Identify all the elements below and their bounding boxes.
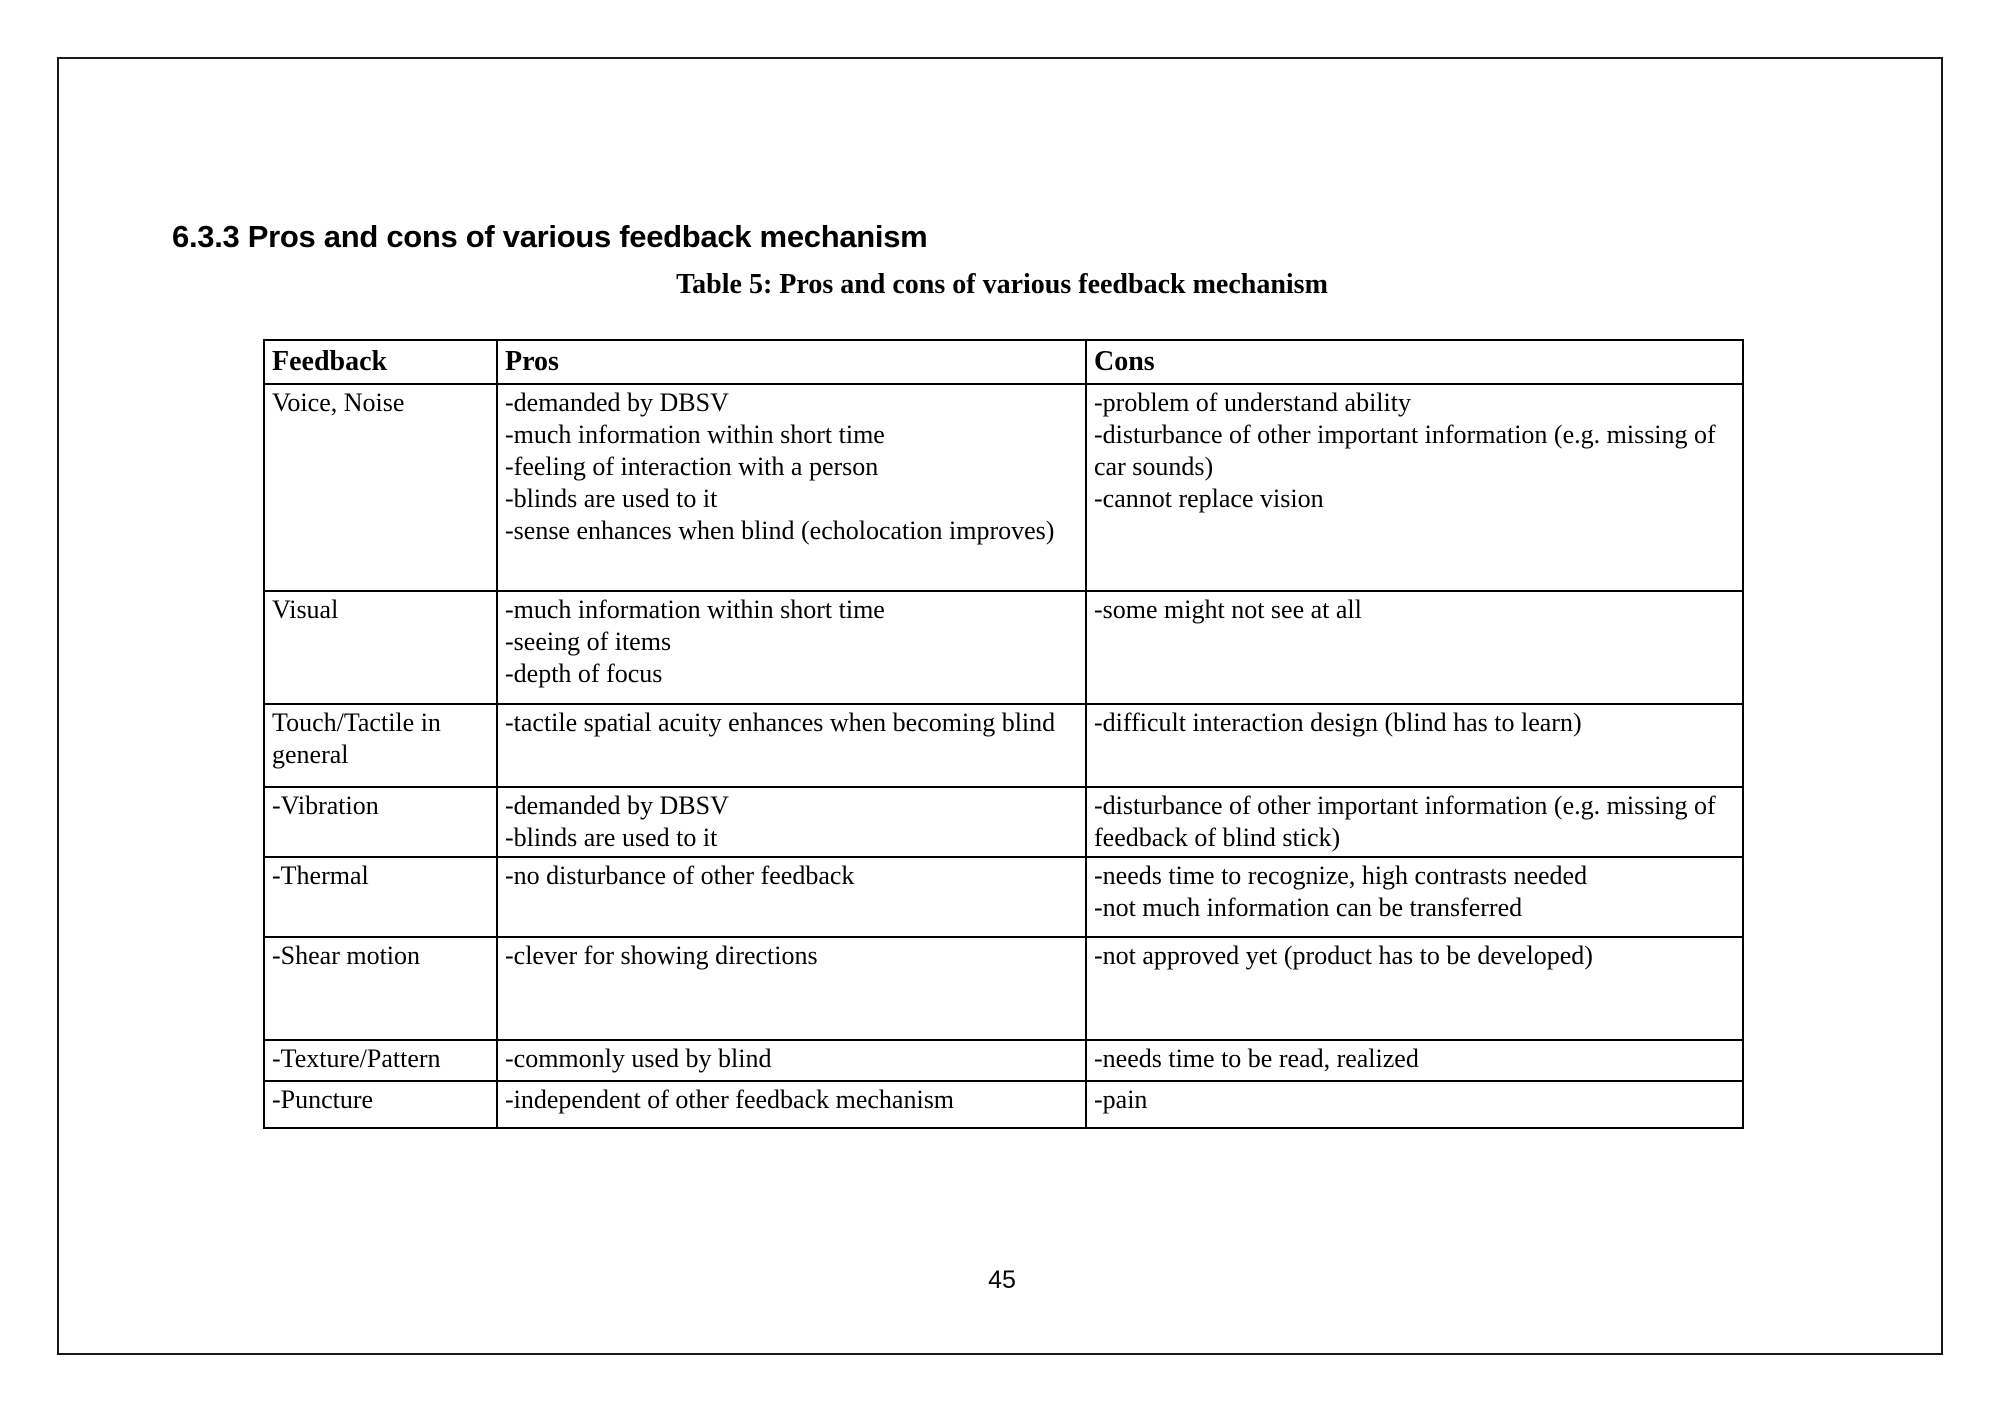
list-item: -cannot replace vision: [1094, 484, 1324, 513]
table-row: [264, 704, 1743, 787]
feedback-table-header: [264, 340, 1743, 384]
pros-cell: [497, 1040, 1086, 1081]
feedback-cell: -Thermal: [264, 857, 497, 937]
section-heading: 6.3.3 Pros and cons of various feedback mechanism: [172, 219, 928, 254]
feedback-cell: -Texture/Pattern: [264, 1040, 497, 1081]
list-item: -clever for showing directions: [505, 941, 818, 970]
list-item: -needs time to be read, realized: [1094, 1044, 1419, 1073]
pros-cell: [497, 384, 1086, 591]
cons-cell: [1086, 1040, 1743, 1081]
cons-cell: [1086, 704, 1743, 787]
table-row: [264, 591, 1743, 704]
list-item: -disturbance of other important information (e.g. missing of car sounds): [1094, 420, 1716, 481]
list-item: -sense enhances when blind (echolocation improves): [505, 516, 1055, 545]
list-item: -feeling of interaction with a person: [505, 452, 879, 481]
column-header-feedback: Feedback: [264, 340, 497, 384]
pros-cell: [497, 857, 1086, 937]
feedback-cell: -Puncture: [264, 1081, 497, 1128]
feedback-cell: Visual: [264, 591, 497, 704]
pros-cell: [497, 1081, 1086, 1128]
pros-cell: [497, 704, 1086, 787]
cons-cell: [1086, 857, 1743, 937]
table-row: [264, 937, 1743, 1040]
table-row: [264, 1040, 1743, 1081]
page-number: 45: [988, 1266, 1016, 1294]
table-row: [264, 857, 1743, 937]
list-item: -difficult interaction design (blind has to learn): [1094, 708, 1582, 737]
pros-cell: [497, 937, 1086, 1040]
list-item: -pain: [1094, 1085, 1148, 1114]
table-row: [264, 384, 1743, 591]
column-header-pros: Pros: [497, 340, 1086, 384]
feedback-cell: -Vibration: [264, 787, 497, 857]
cons-cell: [1086, 937, 1743, 1040]
header-row: [264, 340, 1743, 384]
cons-cell: [1086, 787, 1743, 857]
pros-cell: [497, 787, 1086, 857]
table-caption: Table 5: Pros and cons of various feedback mechanism: [676, 269, 1328, 300]
feedback-table: [263, 339, 1744, 1129]
feedback-table-body: [264, 384, 1743, 1128]
list-item: -demanded by DBSV: [505, 791, 729, 820]
list-item: -tactile spatial acuity enhances when becoming blind: [505, 708, 1056, 737]
cons-cell: [1086, 384, 1743, 591]
column-header-cons: Cons: [1086, 340, 1743, 384]
list-item: -commonly used by blind: [505, 1044, 772, 1073]
page-border-frame: [57, 57, 1943, 1355]
feedback-cell: Touch/Tactile in general: [264, 704, 497, 787]
list-item: -seeing of items: [505, 627, 672, 656]
list-item: -independent of other feedback mechanism: [505, 1085, 955, 1114]
list-item: -blinds are used to it: [505, 484, 718, 513]
table-row: [264, 787, 1743, 857]
list-item: -blinds are used to it: [505, 823, 718, 852]
feedback-cell: Voice, Noise: [264, 384, 497, 591]
list-item: -not approved yet (product has to be developed): [1094, 941, 1593, 970]
list-item: -depth of focus: [505, 659, 663, 688]
feedback-cell: -Shear motion: [264, 937, 497, 1040]
list-item: -demanded by DBSV: [505, 388, 729, 417]
list-item: -no disturbance of other feedback: [505, 861, 855, 890]
list-item: -much information within short time: [505, 595, 885, 624]
list-item: -needs time to recognize, high contrasts needed: [1094, 861, 1588, 890]
pros-cell: [497, 591, 1086, 704]
list-item: -problem of understand ability: [1094, 388, 1411, 417]
list-item: -not much information can be transferred: [1094, 893, 1523, 922]
cons-cell: [1086, 591, 1743, 704]
cons-cell: [1086, 1081, 1743, 1128]
list-item: -some might not see at all: [1094, 595, 1362, 624]
list-item: -disturbance of other important information (e.g. missing of feedback of blind stick): [1094, 791, 1716, 852]
list-item: -much information within short time: [505, 420, 885, 449]
table-row: [264, 1081, 1743, 1128]
